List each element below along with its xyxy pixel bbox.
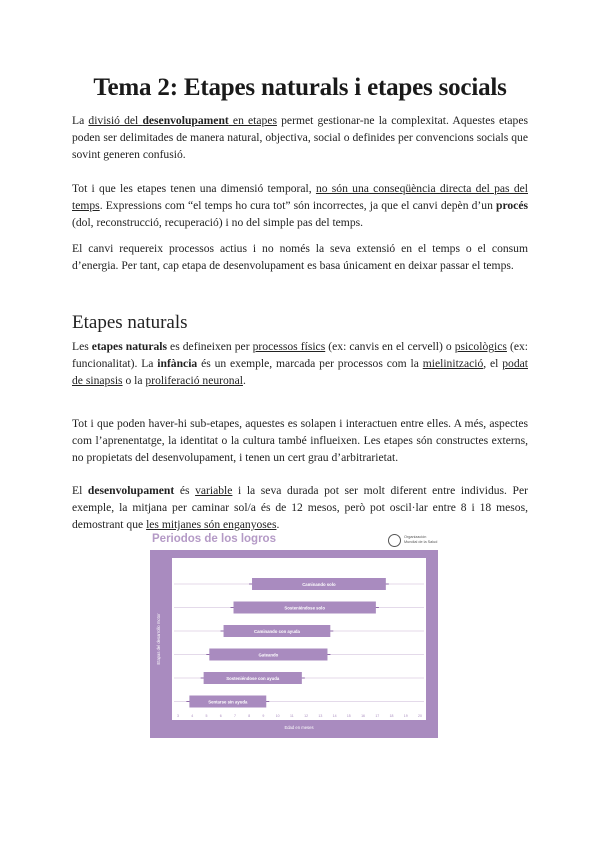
text: Tot i que les etapes tenen una dimensió temporal, [72, 182, 316, 195]
underlined-text: processos físics [252, 340, 326, 353]
paragraph-natural-stages [72, 338, 528, 389]
underlined-text: mielinització [422, 357, 484, 370]
milestones-figure [150, 530, 440, 740]
range-bar-label: Sentarse sin ayuda [208, 699, 248, 705]
underlined-text: podat de sinapsis [72, 357, 528, 387]
who-logo-line: Mundial de la Salud [404, 540, 438, 544]
x-tick-label: 13 [318, 714, 323, 718]
paragraph-intro [72, 112, 528, 163]
paragraph-variability [72, 482, 528, 533]
text: en etapes [228, 114, 277, 127]
page-title: Tema 2: Etapes naturals i etapes socials [93, 74, 507, 101]
x-axis-label: Edad en meses [284, 725, 314, 730]
x-tick-label: 15 [346, 714, 351, 718]
x-tick-label: 12 [304, 714, 309, 718]
x-tick-label: 18 [389, 714, 394, 718]
x-tick-label: 7 [233, 714, 236, 718]
range-bar-label: Sosteniéndose solo [284, 605, 325, 611]
y-axis-label: Etapas del desarrollo motor [156, 613, 161, 665]
underlined-text: variable [195, 484, 233, 497]
x-tick-label: 14 [332, 714, 337, 718]
text: La [72, 114, 89, 127]
text: . Expressions com “el temps ho cura tot” són incorrectes, ja que el canvi depèn d’un [99, 199, 496, 212]
milestones-chart [150, 550, 438, 738]
section-heading: Etapes naturals [72, 312, 188, 333]
range-bar-label: Gateando [258, 652, 279, 658]
who-logo-text [404, 535, 437, 545]
text: , el [483, 357, 503, 370]
x-tick-label: 4 [191, 714, 194, 718]
text: . [276, 518, 280, 531]
paragraph-substages: Tot i que poden haver-hi sub-etapes, aquestes es solapen i interactuen entre elles. A més, aspectes com l’aprenentatge, la identitat o la cultura també influeixen. Les etapes són constructes externs, no propietats del desenvolupament, i tenen un cert grau d’arbitrarietat. [72, 417, 528, 464]
text: es defineixen per [167, 340, 253, 353]
bold-text: desenvolupament [87, 484, 175, 497]
paragraph-temporal [72, 180, 528, 231]
x-tick-label: 20 [418, 714, 422, 718]
x-tick-label: 3 [177, 714, 179, 718]
bold-text: procés [496, 199, 528, 212]
text: (dol, reconstrucció, recuperació) i no del simple pas del temps. [72, 216, 364, 229]
text: és un exemple, marcada per processos com la [197, 357, 423, 370]
bold-text: infància [157, 357, 198, 370]
text: o la [122, 374, 146, 387]
range-bar-label: Caminando con ayuda [254, 629, 300, 634]
x-tick-label: 16 [361, 714, 366, 718]
text: Les [72, 340, 92, 353]
x-tick-label: 11 [290, 714, 294, 718]
underlined-text: proliferació neuronal [145, 374, 243, 387]
range-bar-label: Sosteniéndose con ayuda [226, 676, 280, 681]
underlined-text: no són una conseqüència directa del pas del temps [72, 182, 528, 212]
x-tick-label: 8 [248, 714, 251, 718]
paragraph-change: El canvi requereix processos actius i no només la seva extensió en el temps o el consum d’energia. Per tant, cap etapa de desenvolupament es basa únicament en deixar passar el temps. [72, 242, 528, 272]
text: divisió del [88, 114, 143, 127]
chart-title: Periodos de los logros [152, 533, 276, 545]
range-bar-label: Caminando solo [302, 582, 336, 587]
x-tick-label: 9 [262, 714, 265, 718]
x-tick-label: 6 [219, 714, 222, 718]
who-logo-line: Organización [404, 535, 427, 539]
x-tick-label: 19 [403, 714, 408, 718]
bold-text: etapes naturals [91, 340, 167, 353]
globe-icon [388, 534, 401, 547]
underlined-text [88, 114, 277, 127]
chart-plot-area [150, 550, 438, 738]
underlined-text: les mitjanes són enganyoses [146, 518, 277, 531]
underlined-text: psicològics [454, 340, 507, 353]
who-logo [388, 534, 438, 550]
text: permet gestionar-ne la complexitat. Aquestes etapes poden ser delimitades de manera natural, objectiva, social o definides per convencions socials que sovint generen confusió. [72, 114, 528, 161]
x-tick-label: 10 [275, 714, 280, 718]
text: (ex: canvis en el cervell) o [325, 340, 455, 353]
x-tick-label: 5 [205, 714, 208, 718]
text: és [174, 484, 196, 497]
text: . [242, 374, 246, 387]
text: i la seva durada pot ser molt diferent entre individus. Per exemple, la mitjana per caminar sol/a és de 12 mesos, però pot oscil·lar entre 8 i 18 mesos, demostrant que [72, 484, 528, 531]
x-tick-label: 17 [375, 714, 380, 718]
text: El [72, 484, 88, 497]
bold-text: desenvolupament [142, 114, 229, 127]
text: (ex: funcionalitat). La [72, 340, 529, 370]
